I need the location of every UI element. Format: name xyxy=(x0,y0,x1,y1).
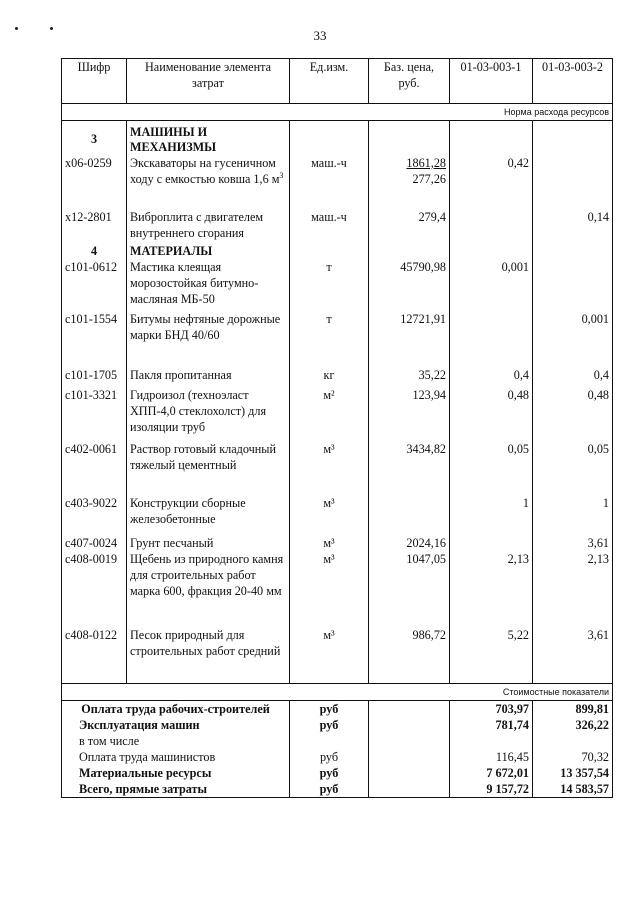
row-code: с402-0061 xyxy=(62,441,127,495)
row-name: Виброплита с двигателем внутреннего сгорания xyxy=(127,205,290,243)
table-row xyxy=(62,387,613,441)
summary-value-2: 326,22 xyxy=(533,717,613,733)
row-value-2: 0,05 xyxy=(533,441,613,495)
row-price: 12721,91 xyxy=(369,311,450,367)
row-value-2: 2,13 xyxy=(533,551,613,627)
summary-unit: руб xyxy=(290,700,369,717)
row-code: с407-0024 xyxy=(62,535,127,551)
row-unit: т xyxy=(290,259,369,311)
table-row xyxy=(62,535,613,551)
row-code: с408-0122 xyxy=(62,627,127,683)
row-price: 2024,16 xyxy=(369,535,450,551)
band-norm-row xyxy=(62,104,613,121)
section-title: МАШИНЫ И МЕХАНИЗМЫ xyxy=(127,121,290,156)
summary-row xyxy=(62,765,613,781)
row-unit: т xyxy=(290,311,369,367)
table-row xyxy=(62,311,613,367)
summary-value-1: 116,45 xyxy=(450,749,533,765)
row-value-1: 0,48 xyxy=(450,387,533,441)
row-name: Пакля пропитанная xyxy=(127,367,290,387)
summary-unit: руб xyxy=(290,749,369,765)
row-code: х06-0259 xyxy=(62,155,127,205)
section-number: 4 xyxy=(62,243,127,259)
row-value-1 xyxy=(450,535,533,551)
row-value-2 xyxy=(533,259,613,311)
summary-label: в том числе xyxy=(62,733,290,749)
table-row xyxy=(62,441,613,495)
row-name: Битумы нефтяные дорожные марки БНД 40/60 xyxy=(127,311,290,367)
table-row xyxy=(62,155,613,205)
summary-value-2: 14 583,57 xyxy=(533,781,613,798)
row-price xyxy=(369,495,450,535)
header-price: Баз. цена, руб. xyxy=(369,59,450,104)
summary-value-2: 70,32 xyxy=(533,749,613,765)
row-value-2: 1 xyxy=(533,495,613,535)
summary-row xyxy=(62,749,613,765)
row-value-1: 0,05 xyxy=(450,441,533,495)
summary-value-2: 899,81 xyxy=(533,700,613,717)
table-row xyxy=(62,627,613,683)
row-code: с101-1705 xyxy=(62,367,127,387)
row-unit: м³ xyxy=(290,551,369,627)
summary-label: Материальные ресурсы xyxy=(62,765,290,781)
summary-value-1: 703,97 xyxy=(450,700,533,717)
table-row xyxy=(62,205,613,243)
section-number: 3 xyxy=(62,121,127,156)
row-unit: м³ xyxy=(290,441,369,495)
row-code: с408-0019 xyxy=(62,551,127,627)
summary-row xyxy=(62,717,613,733)
row-value-2: 3,61 xyxy=(533,535,613,551)
row-value-2: 3,61 xyxy=(533,627,613,683)
row-price: 1047,05 xyxy=(369,551,450,627)
row-unit: м³ xyxy=(290,495,369,535)
header-code: Шифр xyxy=(62,59,127,104)
summary-unit: руб xyxy=(290,781,369,798)
header-row xyxy=(62,59,613,104)
summary-value-2: 13 357,54 xyxy=(533,765,613,781)
page-number: 33 xyxy=(313,28,327,43)
row-unit: кг xyxy=(290,367,369,387)
summary-label: Эксплуатация машин xyxy=(62,717,290,733)
summary-value-1: 7 672,01 xyxy=(450,765,533,781)
section-row xyxy=(62,121,613,156)
header-name: Наименование элемента затрат xyxy=(127,59,290,104)
row-code: с101-1554 xyxy=(62,311,127,367)
row-name: Щебень из природного камня для строительных работ марка 600, фракция 20-40 мм xyxy=(127,551,290,627)
row-code: с101-3321 xyxy=(62,387,127,441)
row-name: Мастика клеящая морозостойкая битумно-масляная МБ-50 xyxy=(127,259,290,311)
row-price: 986,72 xyxy=(369,627,450,683)
row-unit: м² xyxy=(290,387,369,441)
table-row xyxy=(62,259,613,311)
row-value-1: 0,42 xyxy=(450,155,533,205)
row-value-2 xyxy=(533,155,613,205)
row-value-2: 0,4 xyxy=(533,367,613,387)
resource-table xyxy=(61,58,613,798)
row-price: 3434,82 xyxy=(369,441,450,495)
row-code: с403-9022 xyxy=(62,495,127,535)
row-price: 123,94 xyxy=(369,387,450,441)
row-name: Раствор готовый кладочный тяжелый цементный xyxy=(127,441,290,495)
band-cost-row xyxy=(62,683,613,700)
row-value-1 xyxy=(450,205,533,243)
header-unit: Ед.изм. xyxy=(290,59,369,104)
row-price: 35,22 xyxy=(369,367,450,387)
row-name: Конструкции сборные железобетонные xyxy=(127,495,290,535)
summary-row xyxy=(62,733,613,749)
summary-value-1: 9 157,72 xyxy=(450,781,533,798)
row-code: с101-0612 xyxy=(62,259,127,311)
row-value-1: 1 xyxy=(450,495,533,535)
summary-row xyxy=(62,781,613,798)
row-unit: м³ xyxy=(290,627,369,683)
row-name: Грунт песчаный xyxy=(127,535,290,551)
summary-unit: руб xyxy=(290,765,369,781)
row-value-1: 0,4 xyxy=(450,367,533,387)
row-value-1 xyxy=(450,311,533,367)
band-norm: Норма расхода ресурсов xyxy=(62,104,613,121)
row-value-2: 0,001 xyxy=(533,311,613,367)
section-title: МАТЕРИАЛЫ xyxy=(127,243,290,259)
row-value-2: 0,48 xyxy=(533,387,613,441)
summary-row xyxy=(62,700,613,717)
row-value-1: 0,001 xyxy=(450,259,533,311)
table-row xyxy=(62,367,613,387)
summary-label: Оплата труда машинистов xyxy=(62,749,290,765)
row-name: Песок природный для строительных работ средний xyxy=(127,627,290,683)
header-col2: 01-03-003-2 xyxy=(533,59,613,104)
row-value-1: 2,13 xyxy=(450,551,533,627)
table-row xyxy=(62,551,613,627)
summary-unit: руб xyxy=(290,717,369,733)
row-name: Экскаваторы на гусеничном ходу с емкостью ковша 1,6 $м^3$ xyxy=(127,155,290,205)
row-code: х12-2801 xyxy=(62,205,127,243)
summary-label: Всего, прямые затраты xyxy=(62,781,290,798)
section-row xyxy=(62,243,613,259)
header-col1: 01-03-003-1 xyxy=(450,59,533,104)
row-price: 279,4 xyxy=(369,205,450,243)
table-row xyxy=(62,495,613,535)
row-value-1: 5,22 xyxy=(450,627,533,683)
summary-value-1: 781,74 xyxy=(450,717,533,733)
row-price: 45790,98 xyxy=(369,259,450,311)
row-unit: маш.-ч xyxy=(290,155,369,205)
row-unit: м³ xyxy=(290,535,369,551)
summary-label: Оплата труда рабочих-строителей xyxy=(62,700,290,717)
row-name: Гидроизол (техноэласт ХПП-4,0 стеклохолст) для изоляции труб xyxy=(127,387,290,441)
row-price: 1861,28 277,26 xyxy=(369,155,450,205)
band-cost: Стоимостные показатели xyxy=(62,683,613,700)
row-unit: маш.-ч xyxy=(290,205,369,243)
row-value-2: 0,14 xyxy=(533,205,613,243)
